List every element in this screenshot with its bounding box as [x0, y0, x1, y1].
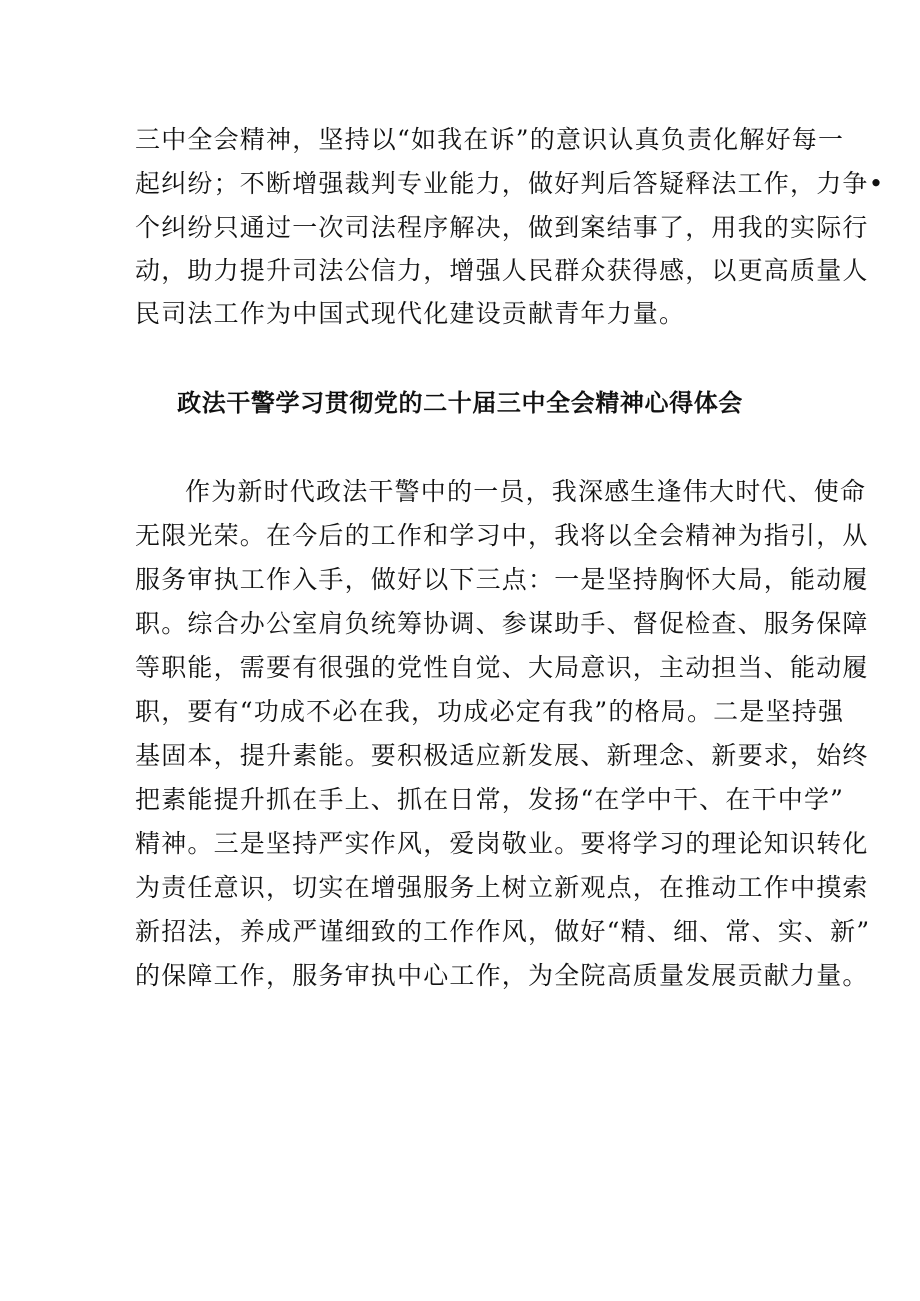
- paragraph-line: 新招法，养成严谨细致的工作作风，做好“精、细、常、实、新”: [135, 917, 871, 946]
- paragraph-line: 的保障工作，服务审执中心工作，为全院高质量发展贡献力量。: [135, 961, 869, 990]
- paragraph-line: 起纠纷；不断增强裁判专业能力，做好判后答疑释法工作，力争•: [135, 169, 885, 198]
- paragraph-line: 作为新时代政法干警中的一员，我深感生逢伟大时代、使命: [185, 477, 867, 506]
- paragraph-line: 精神。三是坚持严实作风，爱岗敬业。要将学习的理论知识转化: [135, 829, 869, 858]
- paragraph-line: 三中全会精神，坚持以“如我在诉”的意识认真负责化解好每一: [135, 125, 845, 154]
- paragraph-line: 基固本，提升素能。要积极适应新发展、新理念、新要求，始终: [135, 741, 869, 770]
- paragraph-line: 服务审执工作入手，做好以下三点：一是坚持胸怀大局，能动履: [135, 565, 869, 594]
- paragraph-line: 等职能，需要有很强的党性自觉、大局意识，主动担当、能动履: [135, 653, 869, 682]
- paragraph-line: 动，助力提升司法公信力，增强人民群众获得感，以更高质量人: [135, 256, 869, 285]
- section-title: 政法干警学习贯彻党的二十届三中全会精神心得体会: [177, 388, 743, 417]
- paragraph-line: 民司法工作为中国式现代化建设贡献青年力量。: [135, 299, 686, 328]
- paragraph-line: 个纠纷只通过一次司法程序解决，做到案结事了，用我的实际行: [135, 213, 869, 242]
- paragraph-line: 职。综合办公室肩负统筹协调、参谋助手、督促检查、服务保障: [135, 609, 869, 638]
- paragraph-line: 把素能提升抓在手上、抓在日常，发扬“在学中干、在干中学”: [135, 785, 845, 814]
- paragraph-line: 无限光荣。在今后的工作和学习中，我将以全会精神为指引，从: [135, 521, 869, 550]
- paragraph-line: 为责任意识，切实在增强服务上树立新观点，在推动工作中摸索: [135, 873, 869, 902]
- paragraph-line: 职，要有“功成不必在我，功成必定有我”的格局。二是坚持强: [135, 697, 845, 726]
